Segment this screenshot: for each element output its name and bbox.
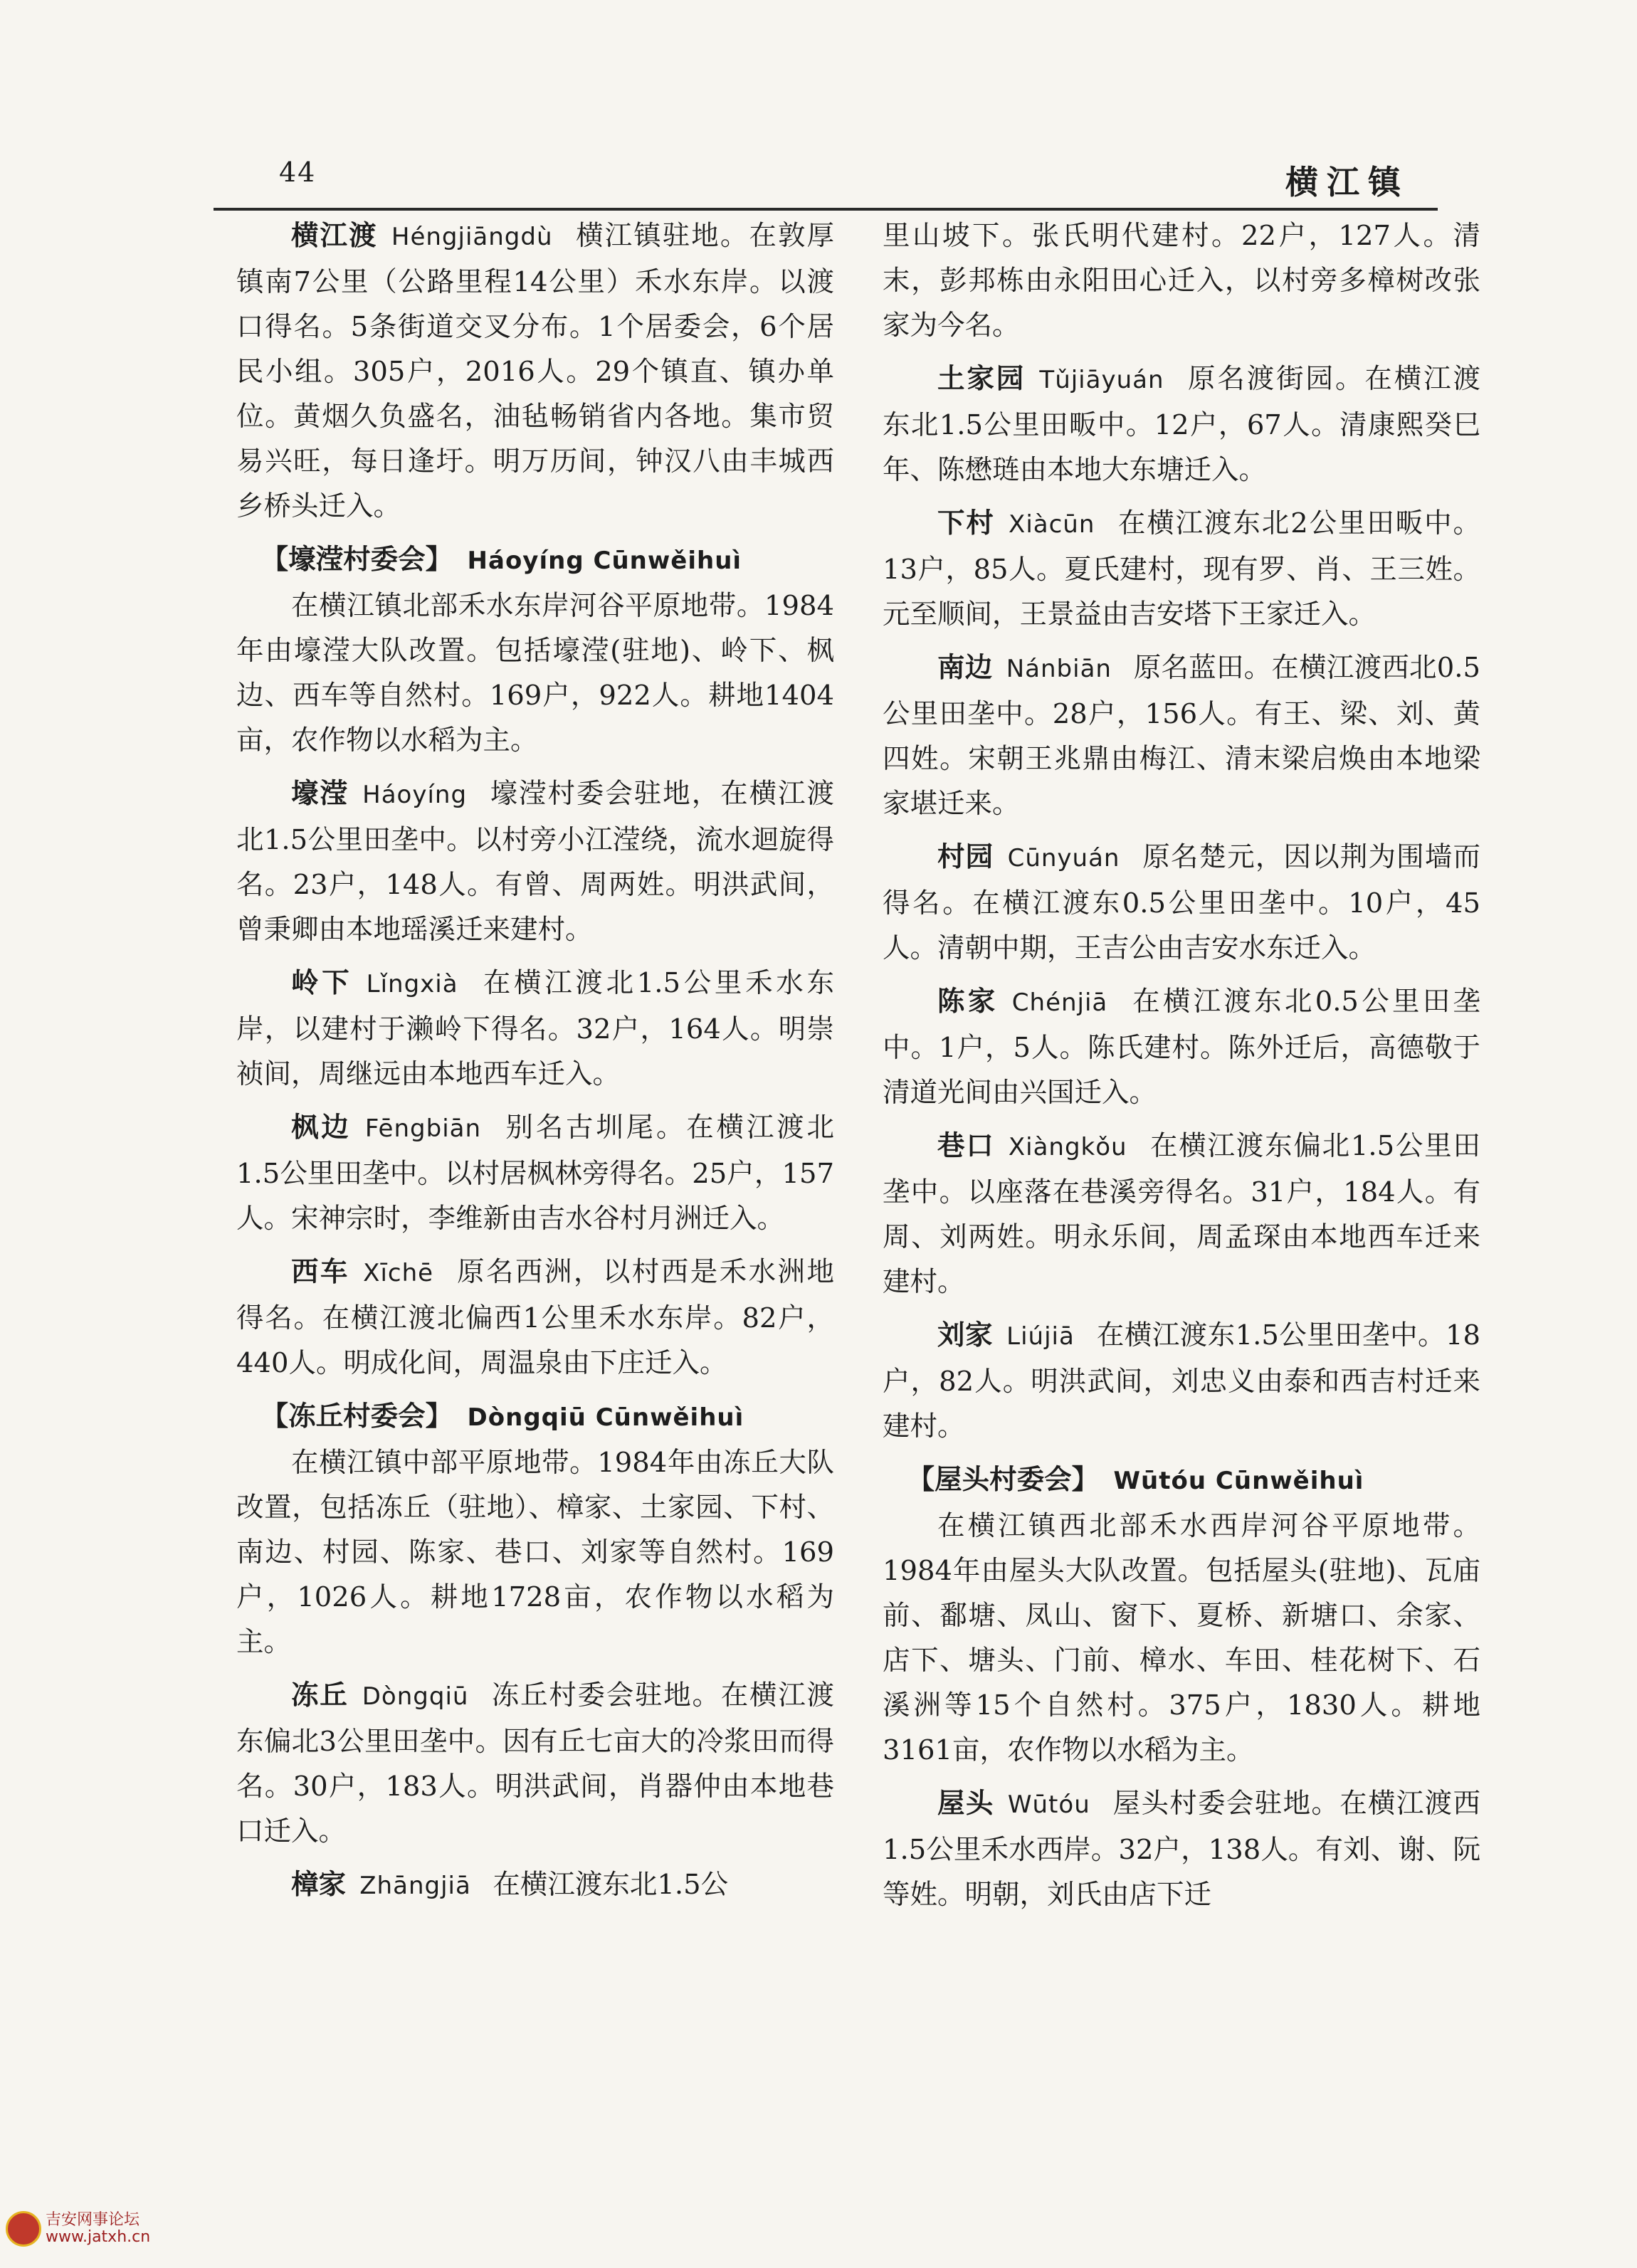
section-heading-title: 【冻丘村委会】 xyxy=(260,1401,453,1433)
gazetteer-entry xyxy=(883,835,1480,971)
gazetteer-entry xyxy=(236,961,834,1097)
section-description xyxy=(236,584,834,763)
gazetteer-entry xyxy=(883,357,1480,492)
entry-romanization: Zhāngjiā xyxy=(359,1872,471,1900)
entry-romanization: Nánbiān xyxy=(1006,655,1112,683)
section-heading-romanization: Háoyíng Cūnwěihuì xyxy=(467,547,742,575)
section-description xyxy=(236,1440,834,1665)
section-description xyxy=(883,1504,1480,1773)
entry-romanization: Háoyíng xyxy=(362,781,468,809)
entry-term: 枫边 xyxy=(291,1112,352,1144)
left-column xyxy=(236,213,834,1917)
header-rule xyxy=(214,208,1438,211)
entry-term: 村园 xyxy=(937,841,994,873)
entry-text: 原名蓝田。在横江渡西北0.5公里田垄中。28户，156人。有王、梁、刘、黄四姓。宋朝王兆鼎由梅江、清末梁启焕由本地梁家堪迁来。 xyxy=(883,652,1480,820)
entry-term: 巷口 xyxy=(937,1130,995,1162)
gazetteer-entry xyxy=(883,979,1480,1115)
section-heading xyxy=(236,537,834,584)
gazetteer-entry xyxy=(236,771,834,952)
entry-text: 原名楚元，因以荆为围墙而得名。在横江渡东0.5公里田垄中。10户，45人。清朝中期，王吉公由吉安水东迁入。 xyxy=(883,841,1480,964)
entry-romanization: Chénjiā xyxy=(1011,988,1108,1017)
section-description-text: 在横江镇西北部禾水西岸河谷平原地带。1984年由屋头大队改置。包括屋头(驻地)、瓦庙前、鄱塘、凤山、窗下、夏桥、新塘口、余家、店下、塘头、门前、樟水、车田、桂花树下、石溪洲等15个自然村。375户，1830人。耕地3161亩，农作物以水稻为主。 xyxy=(883,1510,1480,1766)
section-heading-title: 【壕滢村委会】 xyxy=(260,544,453,576)
site-watermark-text xyxy=(46,2212,150,2246)
entry-text: 在横江渡北1.5公里禾水东岸，以建村于濑岭下得名。32户，164人。明崇祯间，周继远由本地西车迁入。 xyxy=(236,967,834,1090)
page-number: 44 xyxy=(279,157,317,188)
section-description-text: 在横江镇中部平原地带。1984年由冻丘大队改置，包括冻丘（驻地）、樟家、土家园、下村、南边、村园、陈家、巷口、刘家等自然村。169户，1026人。耕地1728亩，农作物以水稻为主。 xyxy=(236,1447,834,1658)
entry-romanization: Xiàngkǒu xyxy=(1008,1133,1127,1161)
site-logo-icon xyxy=(6,2211,41,2247)
entry-text: 在横江渡东偏北1.5公里田垄中。以座落在巷溪旁得名。31户，184人。有周、刘两姓。明永乐间，周孟琛由本地西车迁来建村。 xyxy=(883,1130,1480,1298)
entry-text: 壕滢村委会驻地，在横江渡北1.5公里田垄中。以村旁小江滢绕，流水迴旋得名。23户，148人。有曾、周两姓。明洪武间，曾秉卿由本地瑶溪迁来建村。 xyxy=(236,778,834,946)
entry-text: 屋头村委会驻地。在横江渡西1.5公里禾水西岸。32户，138人。有刘、谢、阮等姓。明朝，刘氏由店下迁 xyxy=(883,1788,1480,1911)
continued-text-body: 里山坡下。张氏明代建村。22户，127人。清末，彭邦栋由永阳田心迁入，以村旁多樟树改张家为今名。 xyxy=(883,220,1480,342)
gazetteer-entry xyxy=(236,1673,834,1854)
entry-romanization: Tǔjiāyuán xyxy=(1039,366,1164,394)
entry-term: 刘家 xyxy=(937,1319,993,1351)
entry-text: 别名古圳尾。在横江渡北1.5公里田垄中。以村居枫林旁得名。25户，157人。宋神宗时，李维新由吉水谷村月洲迁入。 xyxy=(236,1112,834,1235)
entry-romanization: Wūtóu xyxy=(1007,1790,1090,1819)
right-column xyxy=(883,213,1480,1926)
gazetteer-entry xyxy=(236,1862,834,1909)
entry-term: 南边 xyxy=(937,652,993,684)
entry-term: 土家园 xyxy=(937,363,1026,395)
entry-term: 冻丘 xyxy=(291,1679,349,1711)
entry-text: 在横江渡东北2公里田畈中。13户，85人。夏氏建村，现有罗、肖、王三姓。元至顺间，王景益由吉安塔下王家迁入。 xyxy=(883,507,1480,631)
entry-romanization: Xīchē xyxy=(363,1259,434,1287)
gazetteer-entry xyxy=(883,645,1480,826)
section-description-text: 在横江镇北部禾水东岸河谷平原地带。1984年由壕滢大队改置。包括壕滢(驻地)、岭下、枫边、西车等自然村。169户，922人。耕地1404亩，农作物以水稻为主。 xyxy=(236,590,834,756)
entry-romanization: Héngjiāngdù xyxy=(391,223,553,251)
entry-romanization: Dòngqiū xyxy=(362,1682,469,1711)
gazetteer-entry xyxy=(883,501,1480,637)
gazetteer-entry xyxy=(236,1105,834,1241)
gazetteer-entry xyxy=(236,213,834,529)
section-heading-romanization: Wūtóu Cūnwěihuì xyxy=(1113,1467,1364,1495)
entry-term: 横江渡 xyxy=(291,220,378,252)
section-heading-romanization: Dòngqiū Cūnwěihuì xyxy=(467,1403,744,1432)
watermark-line1: 吉安网事论坛 xyxy=(46,2211,140,2229)
entry-term: 陈家 xyxy=(937,986,999,1018)
gazetteer-entry xyxy=(883,1124,1480,1304)
entry-text: 横江镇驻地。在敦厚镇南7公里（公路里程14公里）禾水东岸。以渡口得名。5条街道交叉分布。1个居委会，6个居民小组。305户，2016人。29个镇直、镇办单位。黄烟久负盛名，油毡畅销省内各地。集市贸易兴旺，每日逢圩。明万历间，钟汉八由丰城西乡桥头迁入。 xyxy=(236,220,834,522)
section-heading xyxy=(883,1457,1480,1504)
entry-romanization: Fēngbiān xyxy=(364,1114,482,1143)
entry-text: 在横江渡东北1.5公 xyxy=(493,1869,729,1901)
section-heading-title: 【屋头村委会】 xyxy=(907,1464,1100,1496)
gazetteer-entry xyxy=(883,1313,1480,1449)
entry-romanization: Liújiā xyxy=(1006,1322,1075,1351)
entry-text: 冻丘村委会驻地。在横江渡东偏北3公里田垄中。因有丘七亩大的冷浆田而得名。30户，183人。明洪武间，肖器仲由本地巷口迁入。 xyxy=(236,1679,834,1847)
entry-term: 屋头 xyxy=(937,1788,994,1820)
entry-romanization: Lǐngxià xyxy=(366,970,458,998)
entry-term: 壕滢 xyxy=(291,778,349,810)
entry-term: 下村 xyxy=(937,507,995,539)
entry-term: 岭下 xyxy=(291,967,353,999)
entry-text: 原名渡街园。在横江渡东北1.5公里田畈中。12户，67人。清康熙癸巳年、陈懋琏由本地大东塘迁入。 xyxy=(883,363,1480,486)
running-head: 横江镇 xyxy=(1285,163,1409,201)
entry-romanization: Cūnyuán xyxy=(1007,844,1120,872)
section-heading xyxy=(236,1394,834,1440)
entry-term: 西车 xyxy=(291,1256,349,1288)
watermark-line2: www.jatxh.cn xyxy=(46,2228,151,2246)
gazetteer-entry xyxy=(883,1781,1480,1917)
gazetteer-entry xyxy=(236,1250,834,1386)
site-watermark xyxy=(6,2211,150,2247)
entry-text: 在横江渡东北0.5公里田垄中。1户，5人。陈氏建村。陈外迁后，高德敬于清道光间由兴国迁入。 xyxy=(883,986,1480,1109)
continued-text xyxy=(883,213,1480,348)
entry-text: 在横江渡东1.5公里田垄中。18户，82人。明洪武间，刘忠义由泰和西吉村迁来建村。 xyxy=(883,1319,1480,1442)
entry-romanization: Xiàcūn xyxy=(1009,510,1095,539)
entry-term: 樟家 xyxy=(291,1869,347,1901)
entry-text: 原名西洲，以村西是禾水洲地得名。在横江渡北偏西1公里禾水东岸。82户，440人。明成化间，周温泉由下庄迁入。 xyxy=(236,1256,834,1379)
